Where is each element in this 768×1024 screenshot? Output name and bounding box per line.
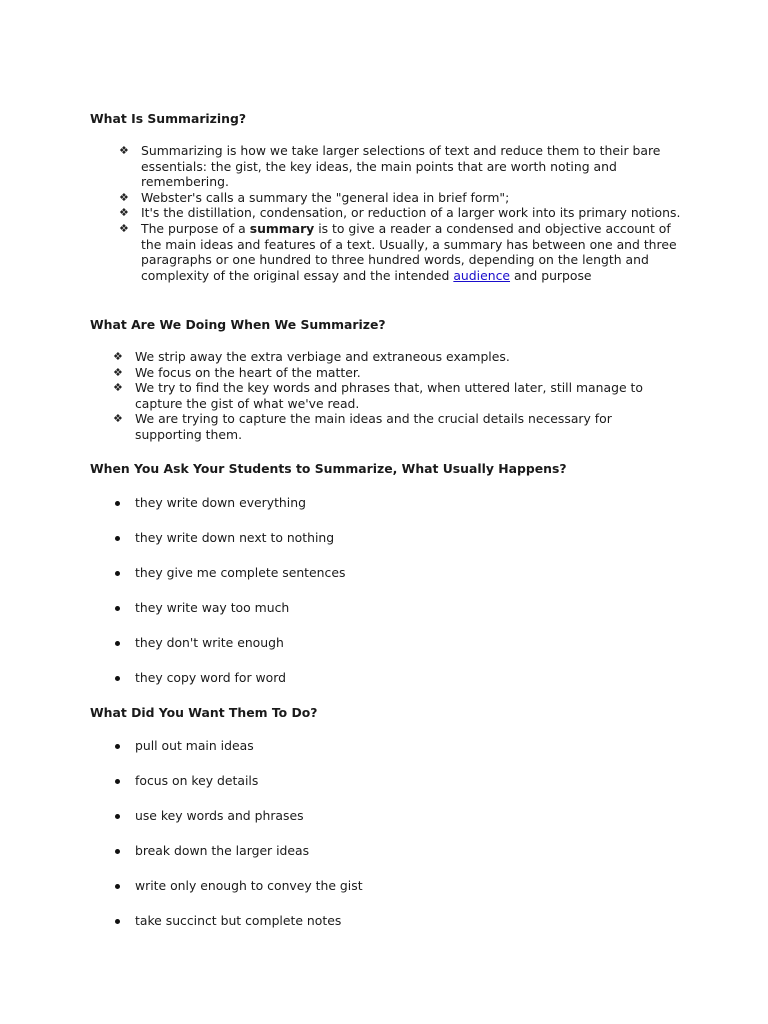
bullet-dot-icon: [115, 884, 120, 889]
diamond-bullet-icon: ❖: [119, 221, 129, 235]
list-item: focus on key details: [135, 773, 363, 808]
bullet-dot-icon: [115, 571, 120, 576]
list-item: ❖ It's the distillation, condensation, or reduction of a larger work into its primary notions.: [119, 205, 681, 221]
list-item: they copy word for word: [135, 670, 345, 705]
list-item: use key words and phrases: [135, 808, 363, 843]
list-item: ❖ We focus on the heart of the matter.: [113, 364, 361, 380]
bullet-dot-icon: [115, 676, 120, 681]
section-heading-what-is-summarizing: What Is Summarizing?: [90, 111, 247, 126]
list-item: they don't write enough: [135, 635, 345, 670]
bullet-dot-icon: [115, 744, 120, 749]
diamond-bullet-icon: ❖: [113, 350, 123, 363]
usual-student-behaviors-list: [135, 495, 345, 705]
section-heading-what-usually-happens: When You Ask Your Students to Summarize, What Usually Happens?: [90, 461, 567, 476]
bullet-dot-icon: [115, 641, 120, 646]
list-item: pull out main ideas: [135, 738, 363, 773]
diamond-bullet-icon: ❖: [119, 144, 129, 157]
bullet-dot-icon: [115, 501, 120, 506]
list-item: they give me complete sentences: [135, 565, 345, 600]
list-item: take succinct but complete notes: [135, 913, 363, 948]
section-heading-what-did-you-want: What Did You Want Them To Do?: [90, 705, 318, 720]
list-item: ❖ Summarizing is how we take larger selections of text and reduce them to their bare essentials: the gist, the key ideas, the main points that are worth noting and remembering.: [119, 143, 661, 190]
list-item: ❖ Webster's calls a summary the "general idea in brief form";: [119, 189, 510, 205]
list-item: write only enough to convey the gist: [135, 878, 363, 913]
bullet-dot-icon: [115, 814, 120, 819]
diamond-bullet-icon: ❖: [119, 206, 129, 220]
list-item: ❖ We try to find the key words and phrases that, when uttered later, still manage to capture the gist of what we've read.: [113, 380, 643, 411]
bullet-dot-icon: [115, 919, 120, 924]
list-item: they write down next to nothing: [135, 530, 345, 565]
list-item: they write way too much: [135, 600, 345, 635]
bold-term-summary: summary: [249, 220, 315, 236]
bullet-dot-icon: [115, 606, 120, 611]
diamond-bullet-icon: ❖: [113, 381, 123, 395]
list-item: break down the larger ideas: [135, 843, 363, 878]
list-item: they write down everything: [135, 495, 345, 530]
summarizing-definition-list: [119, 143, 686, 283]
list-item: ❖ The purpose of a summary is to give a reader a condensed and objective account of the main ideas and features of a text. Usually, a summary has between one and three paragraphs or one hundred to three hundred words, depending on the length and complexity of the original essay and the intended audience and purpose: [119, 220, 677, 283]
list-item: ❖ We are trying to capture the main ideas and the crucial details necessary for supporting them.: [113, 411, 612, 442]
summarize-actions-list: [113, 349, 680, 443]
diamond-bullet-icon: ❖: [113, 412, 123, 426]
bullet-dot-icon: [115, 779, 120, 784]
bullet-dot-icon: [115, 536, 120, 541]
bullet-dot-icon: [115, 849, 120, 854]
audience-link[interactable]: audience: [453, 267, 511, 283]
desired-behaviors-list: [135, 738, 363, 948]
diamond-bullet-icon: ❖: [113, 365, 123, 379]
list-item: ❖ We strip away the extra verbiage and extraneous examples.: [113, 349, 510, 364]
diamond-bullet-icon: ❖: [119, 190, 129, 204]
section-heading-what-are-we-doing: What Are We Doing When We Summarize?: [90, 317, 386, 332]
